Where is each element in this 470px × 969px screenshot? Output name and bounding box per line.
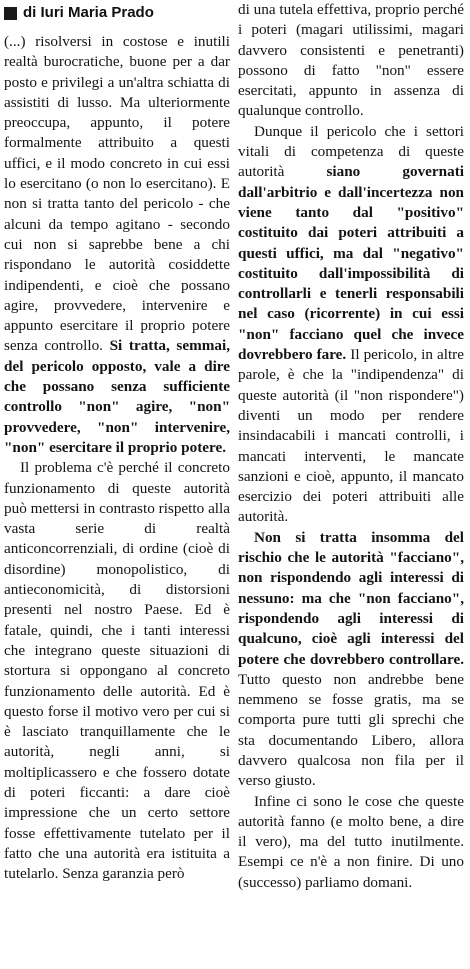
text-run: Tutto questo non andrebbe bene nemmeno se fosse gratis, ma se comporta pure tutti gli sprechi che sta documentando Libero, allora davvero qualcosa non fila per il verso giusto. [238,670,464,790]
left-column-body [4,32,230,884]
byline [4,2,230,24]
text-run: Ed è fatale, quindi, che i tanti interessi che integrano queste situazioni di stortura si oppongano al concreto funzionamento delle autorità. Ed è questo forse il motivo vero per cui si è lasciato tranquillamente che le autorità, negli anni, si moltiplicassero e che fossero dotate di poteri ficcanti: a dare cioè impressione che un certo settore fosse effettivamente tutelato per il fatto che una autorità era istituita a tutelarlo. Senza garanzia però [4,601,230,883]
paragraph [238,528,464,792]
article-column-left [4,0,230,884]
text-run: Infine ci sono le cose che queste autorità fanno (e molto bene, a dire il vero), ma del tutto inutilmente. Esempi ce n'è a non finire. Di uno (successo) parliamo domani. [238,792,464,891]
square-bullet-icon [4,7,17,20]
text-run: di una tutela effettiva, proprio perché i poteri (magari utilissimi, magari davvero consistenti e penetranti) possono di fatto "non" essere esercitati, appunto in assenza di qualunque controllo. [238,1,464,120]
bold-run: Si tratta, semmai, del pericolo opposto, vale a dire che possano senza sufficiente controllo "non" agire, "non" provvedere, "non" intervenire, "non" esercitare il proprio potere. [4,337,230,456]
paragraph [238,792,464,893]
article-column-right [238,0,464,893]
text-run: Dunque il pericolo che i settori vitali di competenza di queste autorità [238,122,464,181]
text-run: (...) risolversi in costose e inutili realtà burocratiche, buone per a dar posto e privilegi a un'altra schiatta di assistiti di lusso. Ma ulteriormente preoccupa, appunto, il potere formalmente attribuito a questi uffici, e il modo concreto in cui essi lo esercitano (o non lo esercitano). E non si tratta tanto del pericolo - che alcuni da tempo agitano - secondo cui non si saprebbe bene a chi rispondano le autorità cosiddette indipendenti, e cioè che possano agire, provvedere, intervenire e appunto esercitare il proprio potere senza controllo. [4,33,230,355]
right-column-body [238,0,464,893]
text-run: Il pericolo, in altre parole, è che la "indipendenza" di queste autorità (il "non rispondere") diventi un modo per rendere insindacabili i mancati controlli, i mancati interventi, le mancate sanzioni e cioè, appunto, il mancato esercizio dei poteri attribuiti alle autorità. [238,346,464,526]
paragraph [4,32,230,458]
bold-run: Non si tratta insomma del rischio che le autorità "facciano", non rispondendo agli interessi di nessuno: ma che "non facciano", rispondendo agli interessi di qualcuno, cioè agli interessi del potere che dovrebbero controllare. [238,528,464,668]
paragraph [238,122,464,528]
text-run: Il problema c'è perché il concreto funzionamento di queste autorità può mettersi in contrasto rispetto alla vasta serie di realtà anticoncorrenziali, di ordine (cioè di disordine) monopolistico, di antieconomicità, di distorsioni presenti nel nostro Paese. [4,459,230,619]
byline-text: di Iuri Maria Prado [23,3,154,21]
bold-run: siano governati dall'arbitrio e dall'incertezza non viene tanto dal "positivo" costituito dai poteri attribuiti a questi uffici, ma dal "negativo" costituito dall'impossibilità di controllarli e tenerli responsabili nel caso (ricorrente) in cui essi "non" facciano quel che invece dovrebbero fare. [238,163,464,364]
paragraph [4,458,230,884]
paragraph [238,0,464,122]
